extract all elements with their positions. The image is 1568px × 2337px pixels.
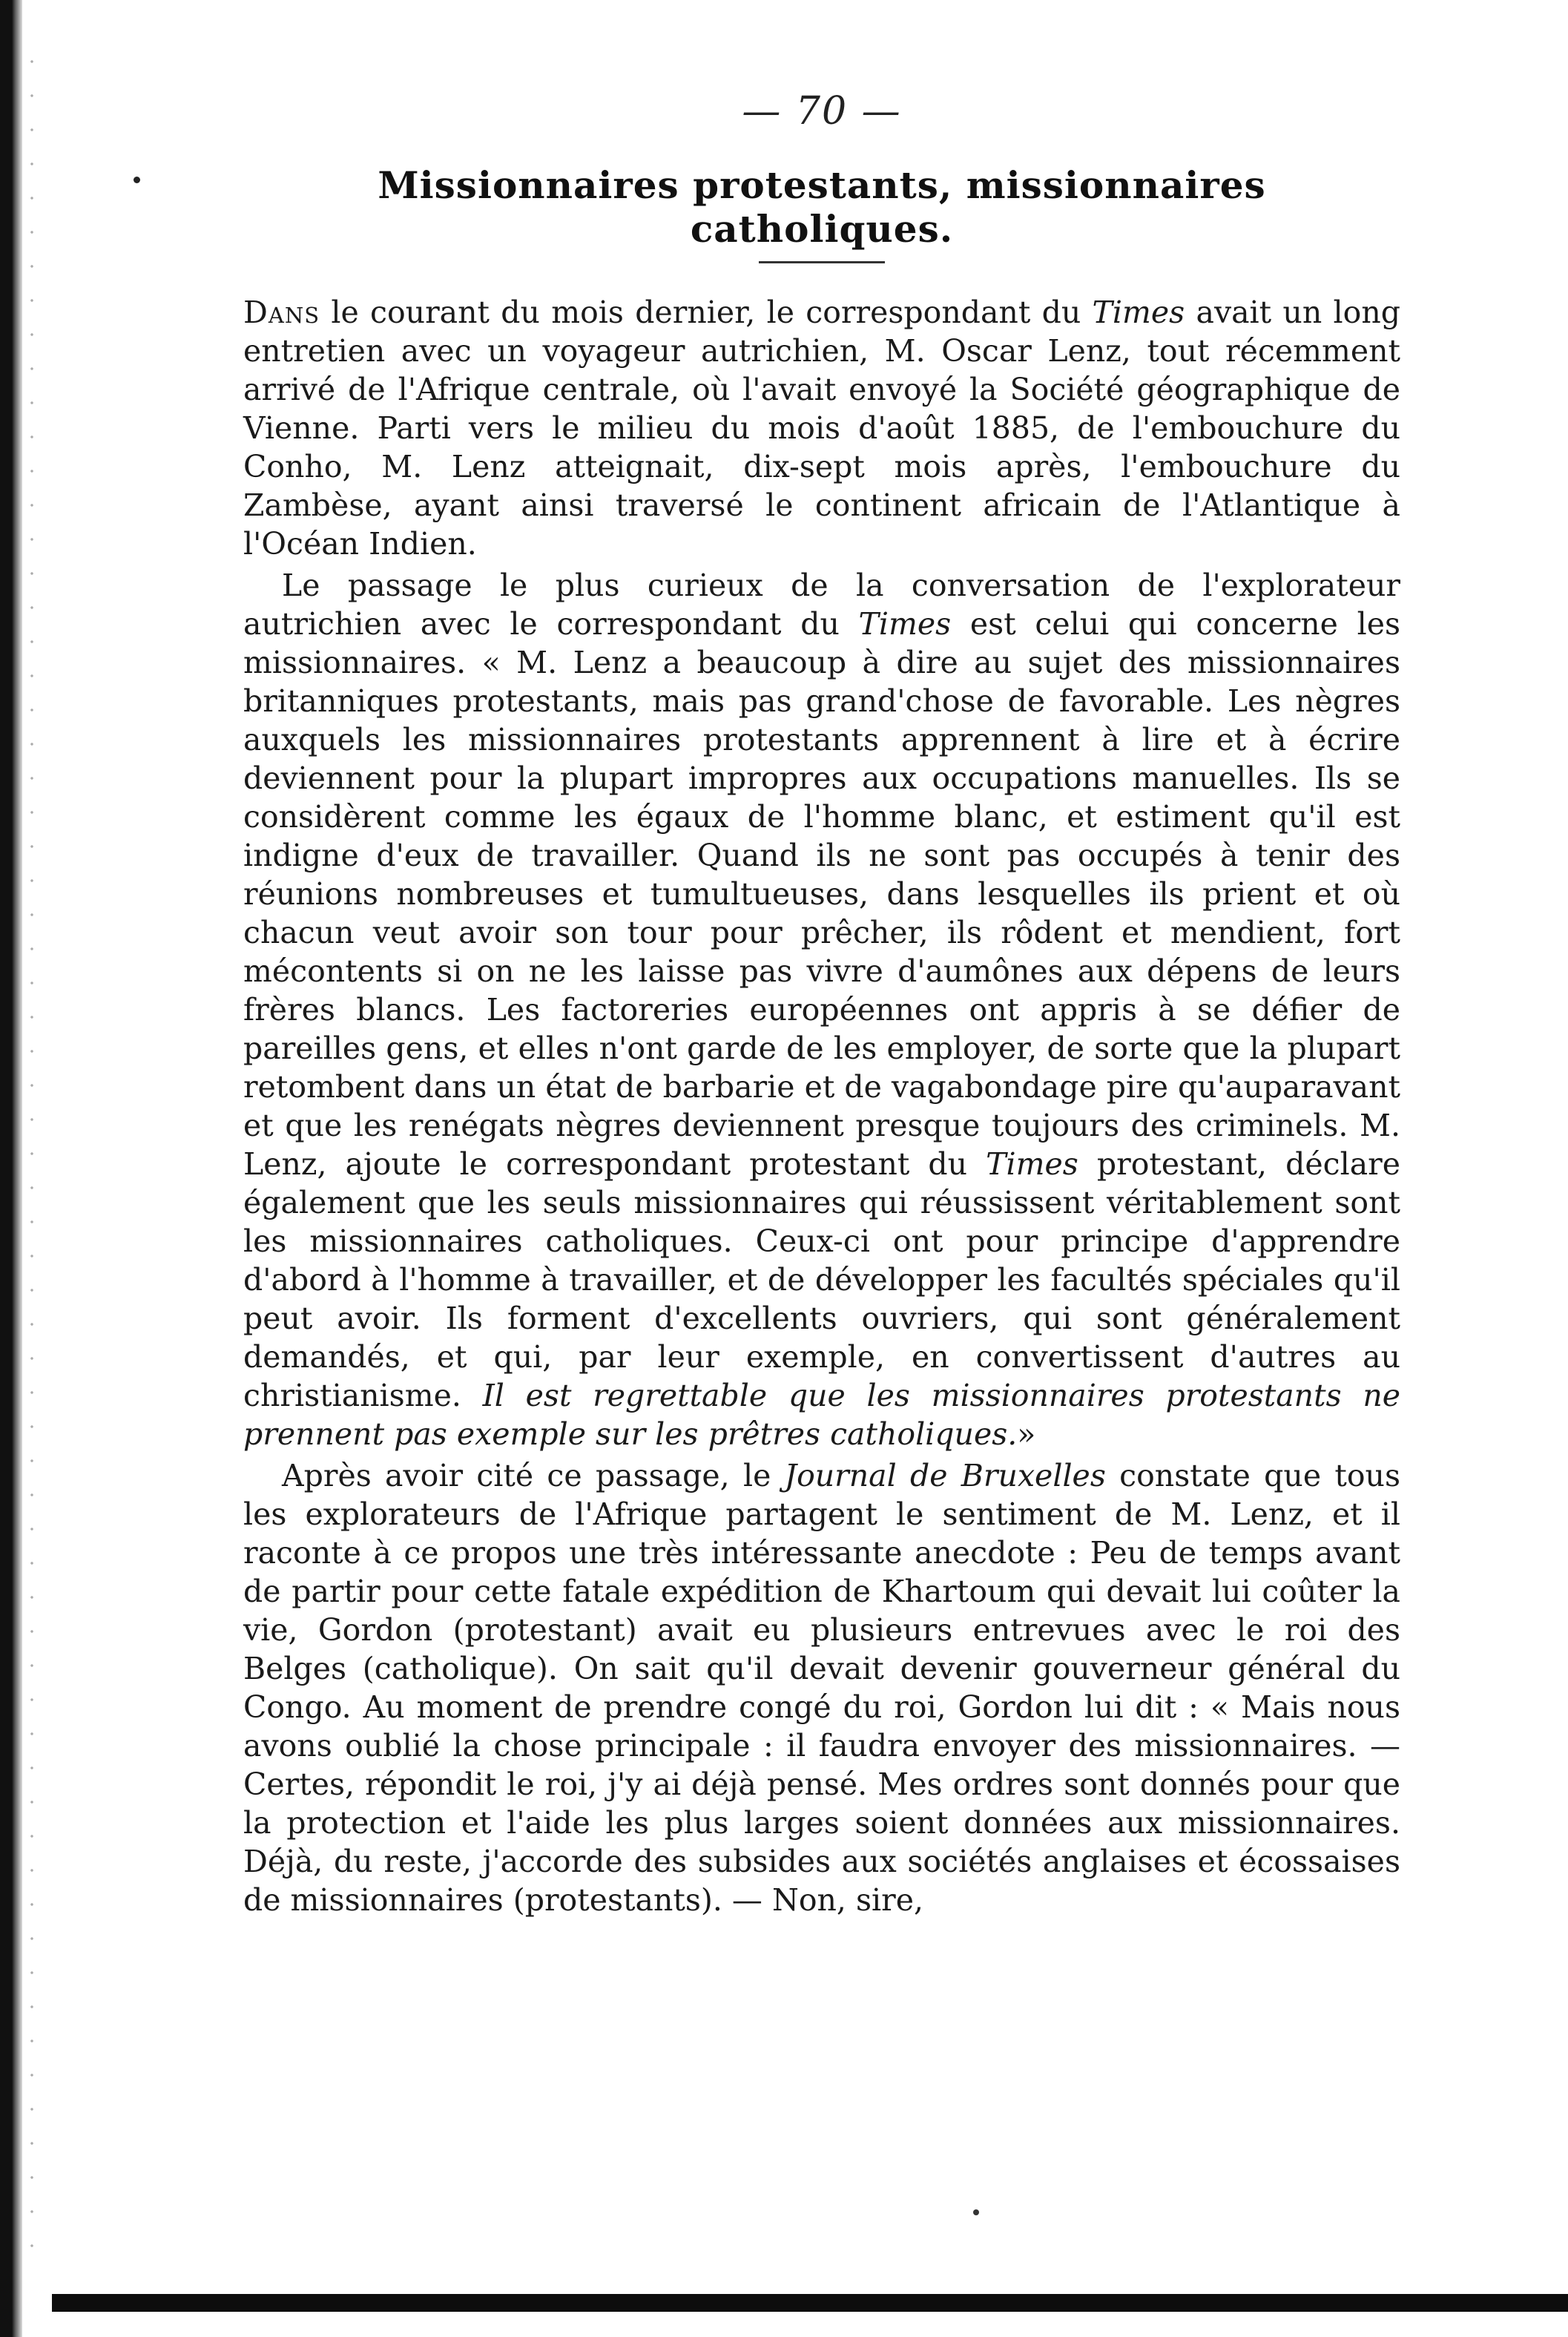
italic-quote-ending: Il est regrettable que les missionnaires protestants ne prennent pas exemple sur les prêtres catholiques. [243, 1378, 1400, 1452]
paragraph-2-text-c: protestant, déclare également que les seuls missionnaires qui réussissent véritablement sont les missionnaires catholiques. Ceux-ci ont pour principe d'apprendre d'abord à l'homme à travailler, et de développer les facultés spéciales qu'il peut avoir. Ils forment d'excellents ouvriers, qui sont généralement demandés, et qui, par leur exemple, en convertissent d'autres au christianisme. [243, 1146, 1400, 1413]
binding-stitching [25, 45, 39, 2255]
margin-speck [134, 177, 140, 183]
paragraph-2 [243, 566, 1400, 1453]
journal-reference: Journal de Bruxelles [784, 1458, 1106, 1493]
title-rule [759, 261, 885, 263]
closing-quote: » [1017, 1416, 1036, 1452]
binding-edge [0, 0, 22, 2337]
paragraph-1-text-b: avait un long entretien avec un voyageur autrichien, M. Oscar Lenz, tout récemment arrivé de l'Afrique centrale, où l'avait envoyé la Société géographique de Vienne. Parti vers le milieu du mois d'août 1885, de l'embouchure du Conho, M. Lenz atteignait, dix-sept mois après, l'embouchure du Zambèse, ayant ainsi traversé le continent africain de l'Atlantique à l'Océan Indien. [243, 295, 1400, 562]
article-title: Missionnaires protestants, missionnaires catholiques. [378, 163, 1266, 251]
paragraph-3-text-a: Après avoir cité ce passage, le [282, 1458, 785, 1493]
paragraph-3-text-b: constate que tous les explorateurs de l'Afrique partagent le sentiment de M. Lenz, et il raconte à ce propos une très intéressante anecdote : Peu de temps avant de partir pour cette fatale expédition de Khartoum qui devait lui coûter la vie, Gordon (protestant) avait eu plusieurs entrevues avec le roi des Belges (catholique). On sait qu'il devait devenir gouverneur général du Congo. Au moment de prendre congé du roi, Gordon lui dit : « Mais nous avons oublié la chose principale : il faudra envoyer des missionnaires. — Certes, répondit le roi, j'y ai déjà pensé. Mes ordres sont donnés pour que la protection et l'aide les plus larges soient données aux missionnaires. Déjà, du reste, j'accorde des subsides aux sociétés anglaises et écossaises de missionnaires (protestants). — Non, sire, [243, 1458, 1400, 1918]
times-reference: Times [1092, 295, 1185, 330]
page-number: — 70 — [742, 89, 902, 134]
times-reference: Times [858, 606, 952, 642]
bottom-scan-border [52, 2294, 1568, 2312]
page-speck [973, 2209, 979, 2215]
paragraph-3 [243, 1456, 1400, 1919]
paragraph-1 [243, 293, 1400, 563]
paragraph-1-text-a: le courant du mois dernier, le correspondant du [320, 295, 1093, 330]
dropcap-word: Dans [243, 295, 320, 330]
times-reference: Times [986, 1146, 1078, 1182]
paragraph-2-text-b: est celui qui concerne les missionnaires. « M. Lenz a beaucoup à dire au sujet des missionnaires britanniques protestants, mais pas grand'chose de favorable. Les nègres auxquels les missionnaires protestants apprennent à lire et à écrire deviennent pour la plupart impropres aux occupations manuelles. Ils se considèrent comme les égaux de l'homme blanc, et estiment qu'il est indigne d'eux de travailler. Quand ils ne sont pas occupés à tenir des réunions nombreuses et tumultueuses, dans lesquelles ils prient et où chacun veut avoir son tour pour prêcher, ils rôdent et mendient, fort mécontents si on ne les laisse pas vivre d'aumônes aux dépens de leurs frères blancs. Les factoreries européennes ont appris à se défier de pareilles gens, et elles n'ont garde de les employer, de sorte que la plupart retombent dans un état de barbarie et de vagabondage pire qu'auparavant et que les renégats nègres deviennent presque toujours des criminels. M. Lenz, ajoute le correspondant protestant du [243, 606, 1400, 1182]
paragraph-2-text-a: Le passage le plus curieux de la conversation de l'explorateur autrichien avec le correspondant du [243, 568, 1400, 642]
document-page [243, 89, 1400, 1922]
